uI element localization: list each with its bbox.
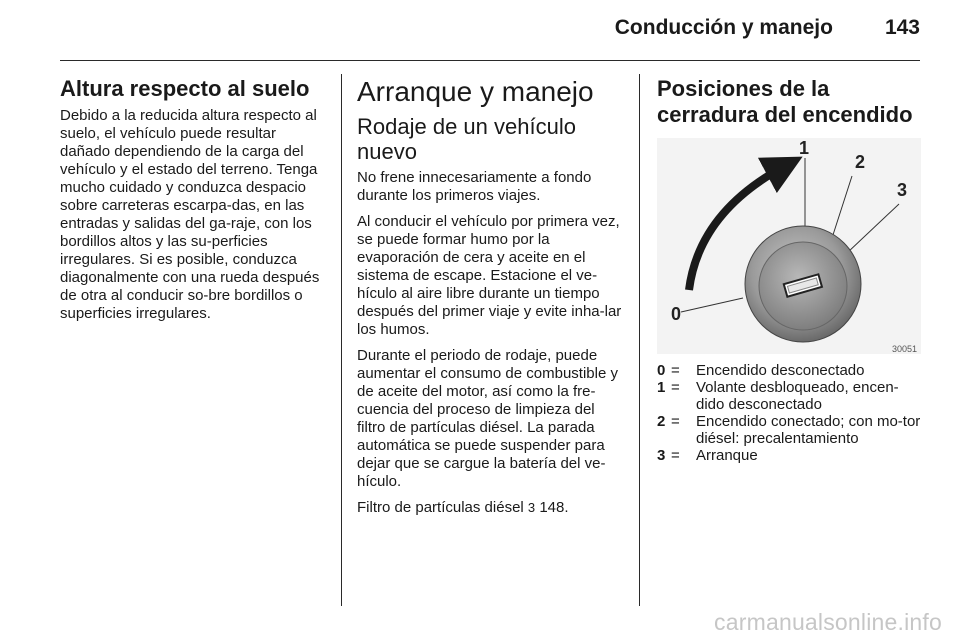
section-title-starting: Arranque y manejo (357, 76, 594, 107)
legend-equals: = (671, 362, 680, 379)
legend-key: 0 (657, 362, 666, 379)
header-rule (60, 60, 920, 61)
page-number: 143 (884, 16, 920, 39)
subheading-running-in: Rodaje de un vehículo nuevo (357, 114, 576, 164)
running-in-paragraph-2: Al conducir el vehículo por primera vez, se puede formar humo por la evaporación de cera y aceite en el sistema de escape. Estacione el ve-hículo al aire libre durante un tiempo después del primer viaje y evite inha-lar los humos. (357, 213, 622, 338)
running-in-paragraph-3: Durante el periodo de rodaje, puede aumentar el consumo de combustible y de aceite del motor, así como la fre-cuencia del proceso de limpieza del filtro de partículas diésel. La parada automática se puede suspender para dejar que se cargue la batería del ve-hículo. (357, 347, 618, 490)
section-heading-ground-clearance: Altura respecto al suelo (60, 76, 310, 101)
column-ground-clearance (60, 76, 328, 323)
position-legend (657, 362, 923, 464)
legend-key: 1 (657, 379, 666, 396)
legend-row (657, 362, 923, 379)
section-heading-ignition: Posiciones de la cerradura del encendido (657, 76, 913, 127)
ignition-lock-illustration (657, 138, 921, 354)
legend-row (657, 413, 923, 447)
watermark: carmanualsonline.info (714, 609, 942, 635)
figure-number: 30051 (891, 344, 917, 354)
legend-text: Encendido conectado; con mo-tor diésel: precalentamiento (696, 413, 921, 447)
legend-key: 2 (657, 413, 666, 430)
page-header (615, 16, 920, 40)
legend-text: Encendido desconectado (696, 362, 865, 379)
column-divider-left (341, 74, 342, 606)
reference-text: Filtro de partículas diésel (357, 499, 524, 516)
legend-row (657, 447, 923, 464)
cross-reference[interactable] (357, 499, 625, 517)
ignition-lock-figure (657, 138, 921, 354)
ground-clearance-paragraph: Debido a la reducida altura respecto al suelo, el vehículo puede resultar dañado dependiendo de la carga del vehículo y el estado del terreno. Tenga mucho cuidado y conduzca despacio sobre carreteras escarpa-das, en las entradas y salidas del ga-raje, con los bordillos altos y las su-perficies irregulares. Si es posible, conduzca diagonalmente con una rueda después de otra al conducir so-bre bordillos o superficies irregulares. (60, 107, 320, 322)
position-label-1: 1 (799, 138, 810, 158)
legend-row (657, 379, 923, 413)
position-label-2: 2 (855, 152, 866, 172)
position-label-0: 0 (671, 304, 682, 324)
header-title: Conducción y manejo (614, 16, 833, 39)
legend-equals: = (671, 379, 680, 396)
reference-page: 148. (539, 499, 569, 516)
reference-arrow-icon: 3 (527, 500, 536, 515)
column-ignition (657, 76, 923, 464)
legend-key: 3 (657, 447, 666, 464)
legend-equals: = (671, 447, 680, 464)
column-divider-right (639, 74, 640, 606)
legend-text: Arranque (696, 447, 758, 464)
position-label-3: 3 (897, 180, 908, 200)
legend-equals: = (671, 413, 680, 430)
column-starting (357, 76, 625, 517)
running-in-paragraph-1: No frene innecesariamente a fondo durante los primeros viajes. (357, 169, 592, 204)
legend-text: Volante desbloqueado, encen-dido desconectado (696, 379, 899, 413)
